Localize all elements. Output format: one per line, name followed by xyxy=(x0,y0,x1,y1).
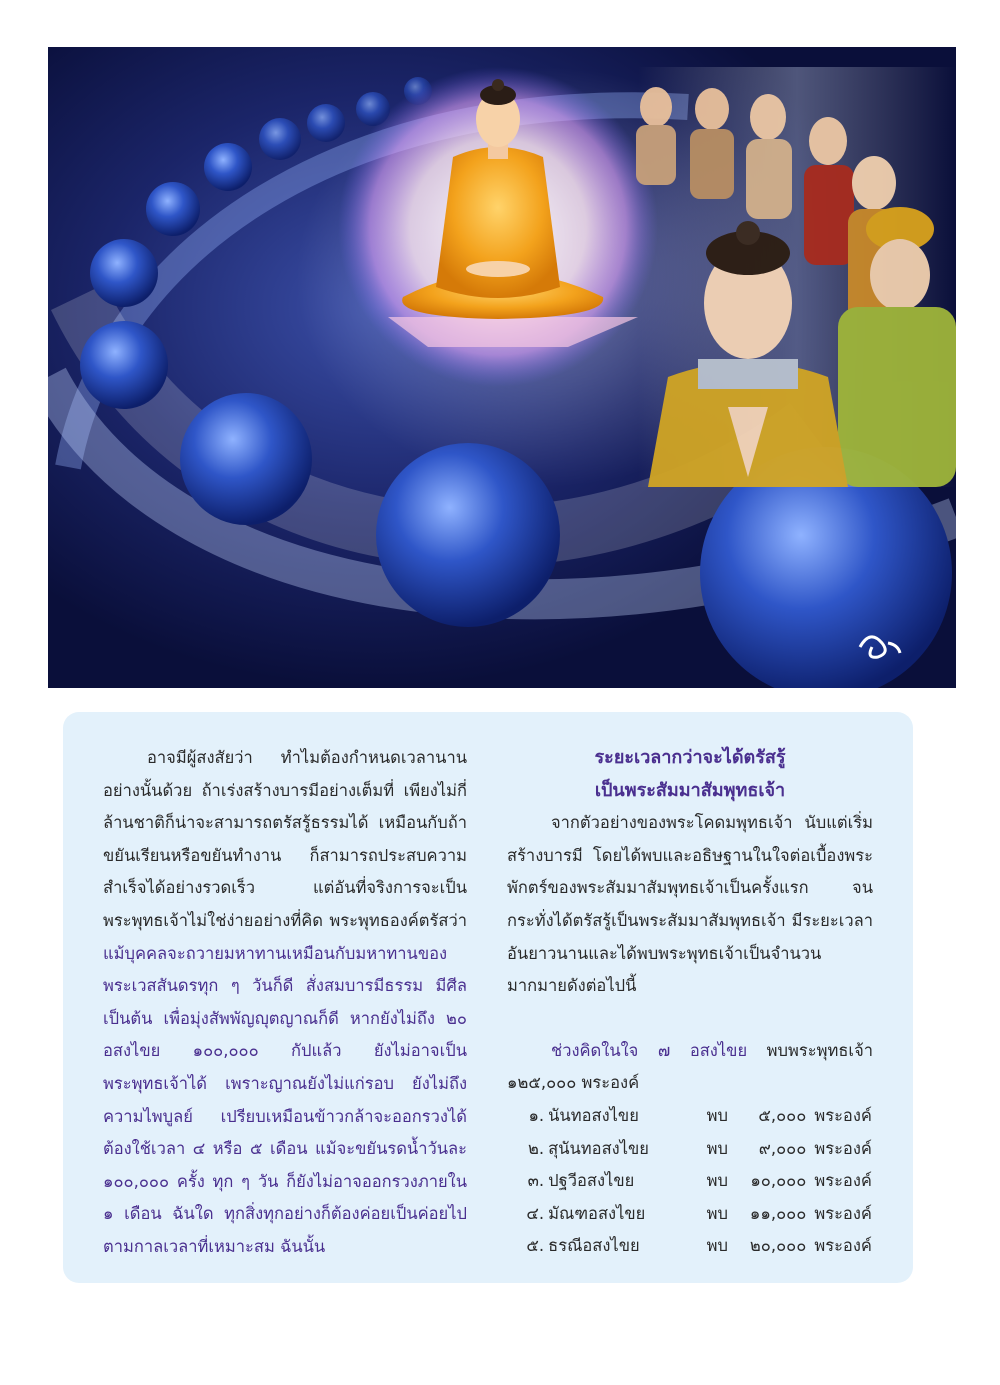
left-column xyxy=(103,742,467,1264)
body-paragraph xyxy=(103,742,467,1264)
spacer xyxy=(507,1003,873,1035)
count-unit: พระองค์ xyxy=(814,1138,872,1158)
buddha-count: ๙,๐๐๐ xyxy=(758,1138,807,1158)
section-paragraph: จากตัวอย่างของพระโคดมพุทธเจ้า นับแต่เริ่มสร้างบารมี โดยได้พบและอธิษฐานในใจต่อเบื้องพระพักตร์ของพระสัมมาสัมพุทธเจ้าเป็นครั้งแรก จนกระทั่งได้ตรัสรู้เป็นพระสัมมาสัมพุทธเจ้า มีระยะเวลาอันยาวนานและได้พบพระพุทธเจ้าเป็นจำนวนมากมายดังต่อไปนี้ xyxy=(507,813,873,996)
intro-text: อาจมีผู้สงสัยว่า ทำไมต้องกำหนดเวลานานอย่างนั้นด้วย ถ้าเร่งสร้างบารมีอย่างเต็มที่ เพียงไม่กี่ล้านชาติก็น่าจะสามารถตรัสรู้ธรรมได้ เหมือนกับถ้าขยันเรียนหรือขยันทำงาน ก็สามารถประสบความสำเร็จได้อย่างรวดเร็ว แต่อันที่จริงการจะเป็นพระพุทธเจ้าไม่ใช่ง่ายอย่างที่คิด พระพุทธองค์ตรัสว่า xyxy=(103,748,467,930)
meet-label: พบ xyxy=(706,1203,728,1223)
stage-title: ช่วงคิดในใจ ๗ อสงไขย xyxy=(551,1040,748,1060)
item-number: ๒. xyxy=(528,1138,545,1158)
meet-label: พบ xyxy=(706,1171,728,1191)
text-panel xyxy=(63,712,913,1283)
buddha-count: ๑๐,๐๐๐ xyxy=(750,1171,807,1191)
list-item xyxy=(507,1230,873,1263)
period-name: ธรณีอสงไขย xyxy=(548,1236,640,1256)
hero-illustration xyxy=(48,47,956,688)
period-name: มัณฑอสงไขย xyxy=(548,1203,646,1223)
meet-label: พบ xyxy=(706,1236,728,1256)
count-unit: พระองค์ xyxy=(814,1203,872,1223)
item-number: ๓. xyxy=(527,1171,545,1191)
meet-label: พบ xyxy=(706,1138,728,1158)
meet-label: พบ xyxy=(706,1105,728,1125)
period-list xyxy=(507,1100,873,1263)
right-column xyxy=(507,742,873,1263)
section-heading-line1: ระยะเวลากว่าจะได้ตรัสรู้ xyxy=(594,747,786,768)
stage-detail: พบพระพุทธเจ้า ๑๒๕,๐๐๐ พระองค์ xyxy=(507,1040,873,1093)
hero-artwork xyxy=(48,47,956,688)
list-item xyxy=(507,1133,873,1166)
list-item xyxy=(507,1165,873,1198)
buddha-count: ๕,๐๐๐ xyxy=(758,1105,807,1125)
count-unit: พระองค์ xyxy=(814,1236,872,1256)
buddha-quote: แม้บุคคลจะถวายมหาทานเหมือนกับมหาทานของพระเวสสันดรทุก ๆ วันก็ดี สั่งสมบารมีธรรม มีศีลเป็นต้น เพื่อมุ่งสัพพัญญุตญาณก็ดี หากยังไม่ถึง ๒๐ อสงไขย ๑๐๐,๐๐๐ กัปแล้ว ยังไม่อาจเป็นพระพุทธเจ้าได้ เพราะญาณยังไม่แก่รอบ ยังไม่ถึงความไพบูลย์ เปรียบเหมือนข้าวกล้าจะออกรวงได้ ต้องใช้เวลา ๔ หรือ ๕ เดือน แม้จะขยันรดน้ำวันละ ๑๐๐,๐๐๐ ครั้ง ทุก ๆ วัน ก็ยังไม่อาจออกรวงภายใน ๑ เดือน ฉันใด ทุกสิ่งทุกอย่างก็ต้องค่อยเป็นค่อยไปตามกาลเวลาที่เหมาะสม ฉันนั้น xyxy=(103,943,467,1256)
list-item xyxy=(507,1198,873,1231)
buddha-count: ๒๐,๐๐๐ xyxy=(749,1236,807,1256)
period-name: ปฐวีอสงไขย xyxy=(548,1171,635,1191)
period-name: นันทอสงไขย xyxy=(548,1105,639,1125)
section-heading-line2: เป็นพระสัมมาสัมพุทธเจ้า xyxy=(594,779,786,801)
period-name: สุนันทอสงไขย xyxy=(548,1138,649,1158)
item-number: ๑. xyxy=(528,1105,545,1125)
count-unit: พระองค์ xyxy=(814,1105,872,1125)
item-number: ๔. xyxy=(526,1203,545,1223)
list-item xyxy=(507,1100,873,1133)
buddha-count: ๑๑,๐๐๐ xyxy=(749,1203,807,1223)
item-number: ๕. xyxy=(526,1236,545,1256)
count-unit: พระองค์ xyxy=(814,1171,872,1191)
stage-summary xyxy=(507,1035,873,1100)
